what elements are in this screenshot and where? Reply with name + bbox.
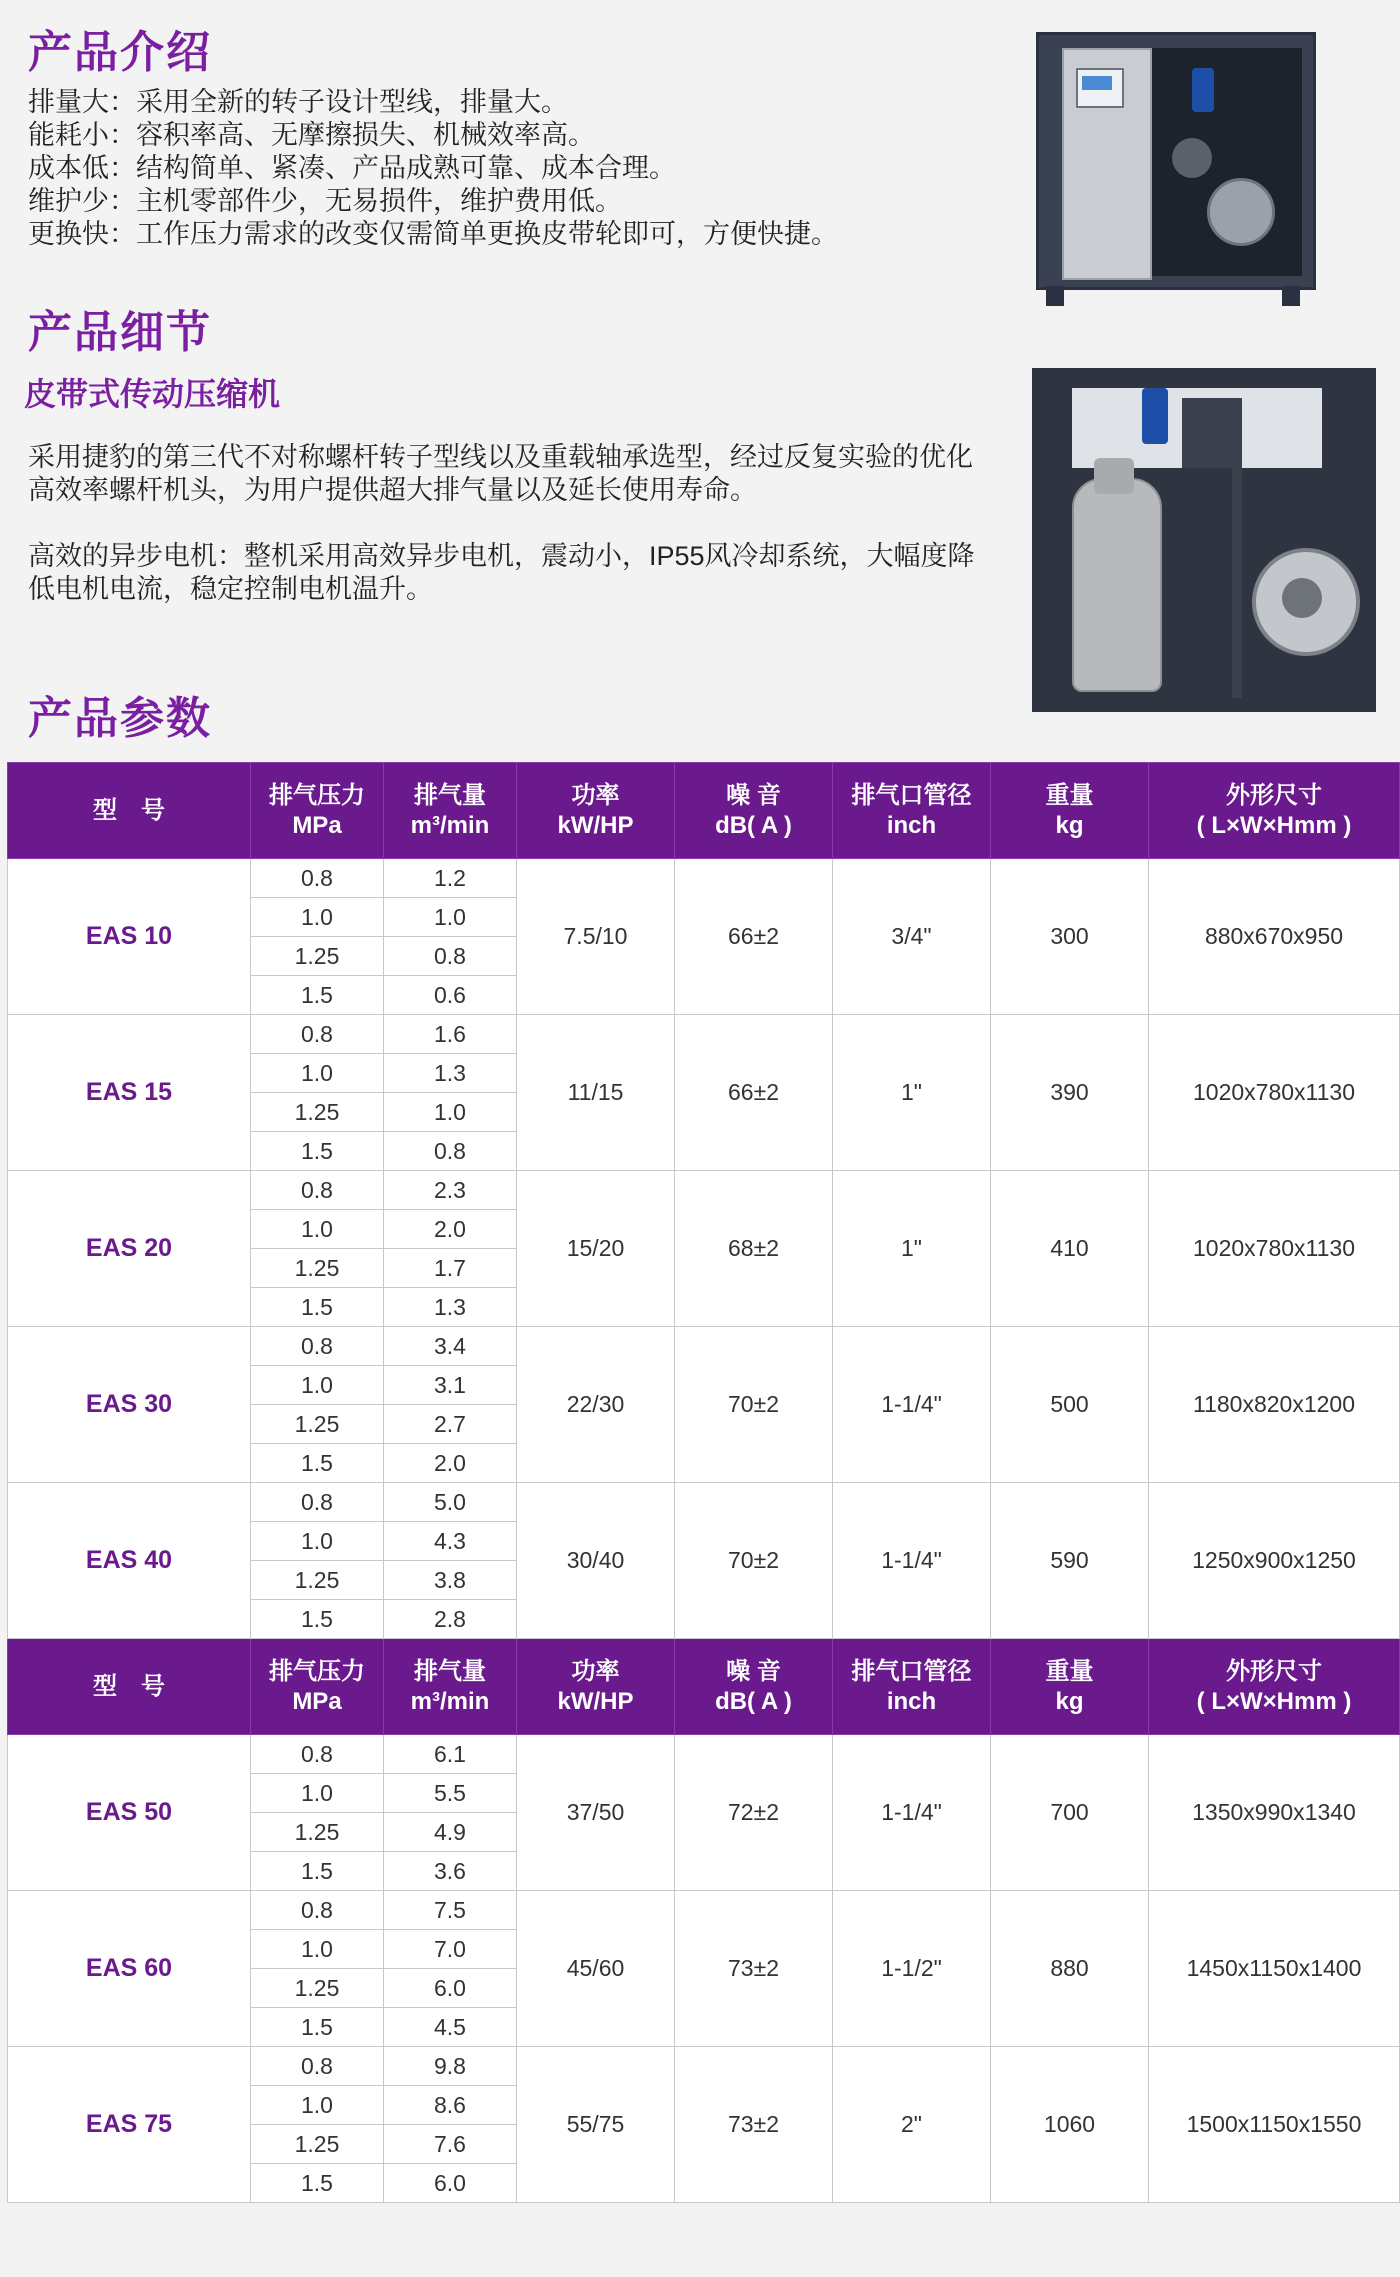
intro-line: 能耗小：容积率高、无摩擦损失、机械效率高。 [28, 120, 595, 150]
pressure-cell: 1.0 [251, 1210, 384, 1249]
weight-cell: 500 [991, 1327, 1149, 1483]
size-cell: 1500x1150x1550 [1149, 2047, 1400, 2203]
flow-cell: 1.6 [384, 1015, 517, 1054]
table-header-text: 功率 [571, 781, 620, 809]
table-header-cell [251, 1639, 384, 1735]
table-row [8, 1735, 1400, 1774]
flow-cell: 2.8 [384, 1600, 517, 1639]
size-cell: 1450x1150x1400 [1149, 1891, 1400, 2047]
size-cell: 1250x900x1250 [1149, 1483, 1400, 1639]
pressure-cell: 1.0 [251, 898, 384, 937]
pressure-cell: 1.5 [251, 1600, 384, 1639]
table-header-text: 外形尺寸 [1226, 1657, 1322, 1685]
table-header-row [8, 1639, 1400, 1735]
size-cell: 1020x780x1130 [1149, 1171, 1400, 1327]
table-header-text: m³/min [410, 1687, 490, 1715]
intro-list [28, 86, 988, 251]
spec-table [7, 762, 1400, 2203]
table-header-text: 型 号 [93, 796, 165, 824]
weight-cell: 1060 [991, 2047, 1149, 2203]
table-header-text: 重量 [1045, 781, 1094, 809]
size-cell: 880x670x950 [1149, 859, 1400, 1015]
pressure-cell: 1.25 [251, 1561, 384, 1600]
noise-cell: 70±2 [675, 1327, 833, 1483]
weight-cell: 410 [991, 1171, 1149, 1327]
outlet-cell: 1-1/4" [833, 1327, 991, 1483]
noise-cell: 66±2 [675, 1015, 833, 1171]
power-cell: 11/15 [517, 1015, 675, 1171]
flow-cell: 6.0 [384, 2164, 517, 2203]
outlet-cell: 1-1/2" [833, 1891, 991, 2047]
flow-cell: 3.1 [384, 1366, 517, 1405]
flow-cell: 4.9 [384, 1813, 517, 1852]
table-header-cell [991, 1639, 1149, 1735]
flow-cell: 3.6 [384, 1852, 517, 1891]
flow-cell: 9.8 [384, 2047, 517, 2086]
outlet-cell: 1-1/4" [833, 1735, 991, 1891]
table-header-cell [1149, 1639, 1400, 1735]
power-cell: 7.5/10 [517, 859, 675, 1015]
size-cell: 1180x820x1200 [1149, 1327, 1400, 1483]
flow-cell: 1.3 [384, 1054, 517, 1093]
table-header-text: 噪 音 [726, 781, 781, 809]
flow-cell: 7.5 [384, 1891, 517, 1930]
noise-cell: 73±2 [675, 2047, 833, 2203]
pressure-cell: 1.5 [251, 2164, 384, 2203]
table-header-text: 排气量 [414, 1657, 486, 1685]
weight-cell: 700 [991, 1735, 1149, 1891]
flow-cell: 0.8 [384, 937, 517, 976]
pressure-cell: 0.8 [251, 859, 384, 898]
flow-cell: 2.7 [384, 1405, 517, 1444]
table-header-row [8, 763, 1400, 859]
pressure-cell: 1.25 [251, 937, 384, 976]
params-title: 产品参数 [28, 694, 212, 743]
table-header-cell [251, 763, 384, 859]
model-cell: EAS 20 [8, 1171, 251, 1327]
flow-cell: 2.3 [384, 1171, 517, 1210]
model-cell: EAS 75 [8, 2047, 251, 2203]
table-header-cell [1149, 763, 1400, 859]
pressure-cell: 0.8 [251, 2047, 384, 2086]
table-header-text: MPa [292, 1687, 342, 1715]
table-header-cell [991, 763, 1149, 859]
table-header-text: m³/min [410, 811, 490, 839]
pressure-cell: 1.25 [251, 1969, 384, 2008]
table-header-text: kg [1055, 1687, 1084, 1715]
outlet-cell: 1-1/4" [833, 1483, 991, 1639]
table-header-cell [8, 763, 251, 859]
detail-subtitle: 皮带式传动压缩机 [24, 376, 281, 412]
table-row [8, 859, 1400, 898]
table-header-cell [517, 763, 675, 859]
table-header-text: ( L×W×Hmm ) [1196, 1687, 1352, 1715]
flow-cell: 6.0 [384, 1969, 517, 2008]
table-header-text: 重量 [1045, 1657, 1094, 1685]
noise-cell: 72±2 [675, 1735, 833, 1891]
table-header-text: kW/HP [557, 811, 634, 839]
pressure-cell: 1.0 [251, 1522, 384, 1561]
table-header-text: 外形尺寸 [1226, 781, 1322, 809]
model-cell: EAS 15 [8, 1015, 251, 1171]
detail-paragraph-1: 采用捷豹的第三代不对称螺杆转子型线以及重载轴承选型，经过反复实验的优化高效率螺杆机头，为用户提供超大排气量以及延长使用寿命。 [28, 442, 973, 505]
weight-cell: 590 [991, 1483, 1149, 1639]
intro-line: 排量大：采用全新的转子设计型线，排量大。 [28, 87, 568, 117]
outlet-cell: 1" [833, 1015, 991, 1171]
table-header-text: dB( A ) [715, 1687, 792, 1715]
pressure-cell: 0.8 [251, 1327, 384, 1366]
table-row [8, 1891, 1400, 1930]
noise-cell: 70±2 [675, 1483, 833, 1639]
noise-cell: 66±2 [675, 859, 833, 1015]
table-header-cell [384, 1639, 517, 1735]
power-cell: 55/75 [517, 2047, 675, 2203]
table-row [8, 1171, 1400, 1210]
flow-cell: 2.0 [384, 1210, 517, 1249]
table-row [8, 1015, 1400, 1054]
weight-cell: 300 [991, 859, 1149, 1015]
pressure-cell: 1.25 [251, 2125, 384, 2164]
compressor-interior-image [1032, 368, 1376, 712]
intro-line: 维护少：主机零部件少，无易损件，维护费用低。 [28, 186, 622, 216]
intro-line: 更换快：工作压力需求的改变仅需简单更换皮带轮即可，方便快捷。 [28, 219, 838, 249]
intro-title: 产品介绍 [28, 28, 212, 77]
table-header-cell [675, 763, 833, 859]
table-header-text: 排气口管径 [851, 781, 972, 809]
table-header-text: kg [1055, 811, 1084, 839]
table-header-text: inch [886, 1687, 937, 1715]
detail-paragraph-2: 高效的异步电机：整机采用高效异步电机，震动小，IP55风冷却系统，大幅度降低电机电流，稳定控制电机温升。 [28, 541, 975, 604]
table-header-text: kW/HP [557, 1687, 634, 1715]
compressor-exterior-image [1032, 28, 1322, 310]
pressure-cell: 1.0 [251, 1366, 384, 1405]
pressure-cell: 1.0 [251, 2086, 384, 2125]
model-cell: EAS 60 [8, 1891, 251, 2047]
table-header-cell [384, 763, 517, 859]
pressure-cell: 0.8 [251, 1171, 384, 1210]
table-header-cell [8, 1639, 251, 1735]
flow-cell: 0.6 [384, 976, 517, 1015]
flow-cell: 1.0 [384, 898, 517, 937]
outlet-cell: 1" [833, 1171, 991, 1327]
flow-cell: 5.0 [384, 1483, 517, 1522]
pressure-cell: 1.5 [251, 2008, 384, 2047]
pressure-cell: 0.8 [251, 1735, 384, 1774]
table-header-text: 排气量 [414, 781, 486, 809]
noise-cell: 73±2 [675, 1891, 833, 2047]
flow-cell: 3.8 [384, 1561, 517, 1600]
intro-line: 成本低：结构简单、紧凑、产品成熟可靠、成本合理。 [28, 153, 676, 183]
flow-cell: 1.7 [384, 1249, 517, 1288]
pressure-cell: 1.25 [251, 1249, 384, 1288]
size-cell: 1350x990x1340 [1149, 1735, 1400, 1891]
power-cell: 37/50 [517, 1735, 675, 1891]
pressure-cell: 1.5 [251, 976, 384, 1015]
pressure-cell: 1.5 [251, 1852, 384, 1891]
table-header-cell [833, 1639, 991, 1735]
pressure-cell: 0.8 [251, 1483, 384, 1522]
table-header-text: 排气口管径 [851, 1657, 972, 1685]
pressure-cell: 1.25 [251, 1405, 384, 1444]
noise-cell: 68±2 [675, 1171, 833, 1327]
pressure-cell: 1.0 [251, 1774, 384, 1813]
table-row [8, 1483, 1400, 1522]
power-cell: 15/20 [517, 1171, 675, 1327]
power-cell: 45/60 [517, 1891, 675, 2047]
weight-cell: 880 [991, 1891, 1149, 2047]
table-header-text: ( L×W×Hmm ) [1196, 811, 1352, 839]
model-cell: EAS 40 [8, 1483, 251, 1639]
flow-cell: 3.4 [384, 1327, 517, 1366]
flow-cell: 4.5 [384, 2008, 517, 2047]
table-header-cell [517, 1639, 675, 1735]
weight-cell: 390 [991, 1015, 1149, 1171]
model-cell: EAS 50 [8, 1735, 251, 1891]
detail-title: 产品细节 [28, 308, 212, 357]
table-header-text: 排气压力 [269, 1657, 365, 1685]
outlet-cell: 3/4" [833, 859, 991, 1015]
outlet-cell: 2" [833, 2047, 991, 2203]
flow-cell: 1.2 [384, 859, 517, 898]
flow-cell: 1.3 [384, 1288, 517, 1327]
power-cell: 30/40 [517, 1483, 675, 1639]
model-cell: EAS 30 [8, 1327, 251, 1483]
power-cell: 22/30 [517, 1327, 675, 1483]
flow-cell: 8.6 [384, 2086, 517, 2125]
flow-cell: 1.0 [384, 1093, 517, 1132]
flow-cell: 2.0 [384, 1444, 517, 1483]
table-row [8, 1327, 1400, 1366]
flow-cell: 7.0 [384, 1930, 517, 1969]
pressure-cell: 1.25 [251, 1813, 384, 1852]
flow-cell: 5.5 [384, 1774, 517, 1813]
pressure-cell: 1.5 [251, 1132, 384, 1171]
table-row [8, 2047, 1400, 2086]
flow-cell: 7.6 [384, 2125, 517, 2164]
flow-cell: 0.8 [384, 1132, 517, 1171]
flow-cell: 6.1 [384, 1735, 517, 1774]
pressure-cell: 1.0 [251, 1930, 384, 1969]
table-header-text: 功率 [571, 1657, 620, 1685]
table-header-text: 型 号 [93, 1672, 165, 1700]
size-cell: 1020x780x1130 [1149, 1015, 1400, 1171]
table-header-cell [675, 1639, 833, 1735]
pressure-cell: 1.5 [251, 1444, 384, 1483]
table-header-text: 排气压力 [269, 781, 365, 809]
table-header-text: inch [886, 811, 937, 839]
table-header-text: MPa [292, 811, 342, 839]
model-cell: EAS 10 [8, 859, 251, 1015]
table-header-text: 噪 音 [726, 1657, 781, 1685]
pressure-cell: 1.0 [251, 1054, 384, 1093]
table-header-text: dB( A ) [715, 811, 792, 839]
table-header-cell [833, 763, 991, 859]
pressure-cell: 0.8 [251, 1891, 384, 1930]
flow-cell: 4.3 [384, 1522, 517, 1561]
pressure-cell: 0.8 [251, 1015, 384, 1054]
pressure-cell: 1.5 [251, 1288, 384, 1327]
pressure-cell: 1.25 [251, 1093, 384, 1132]
